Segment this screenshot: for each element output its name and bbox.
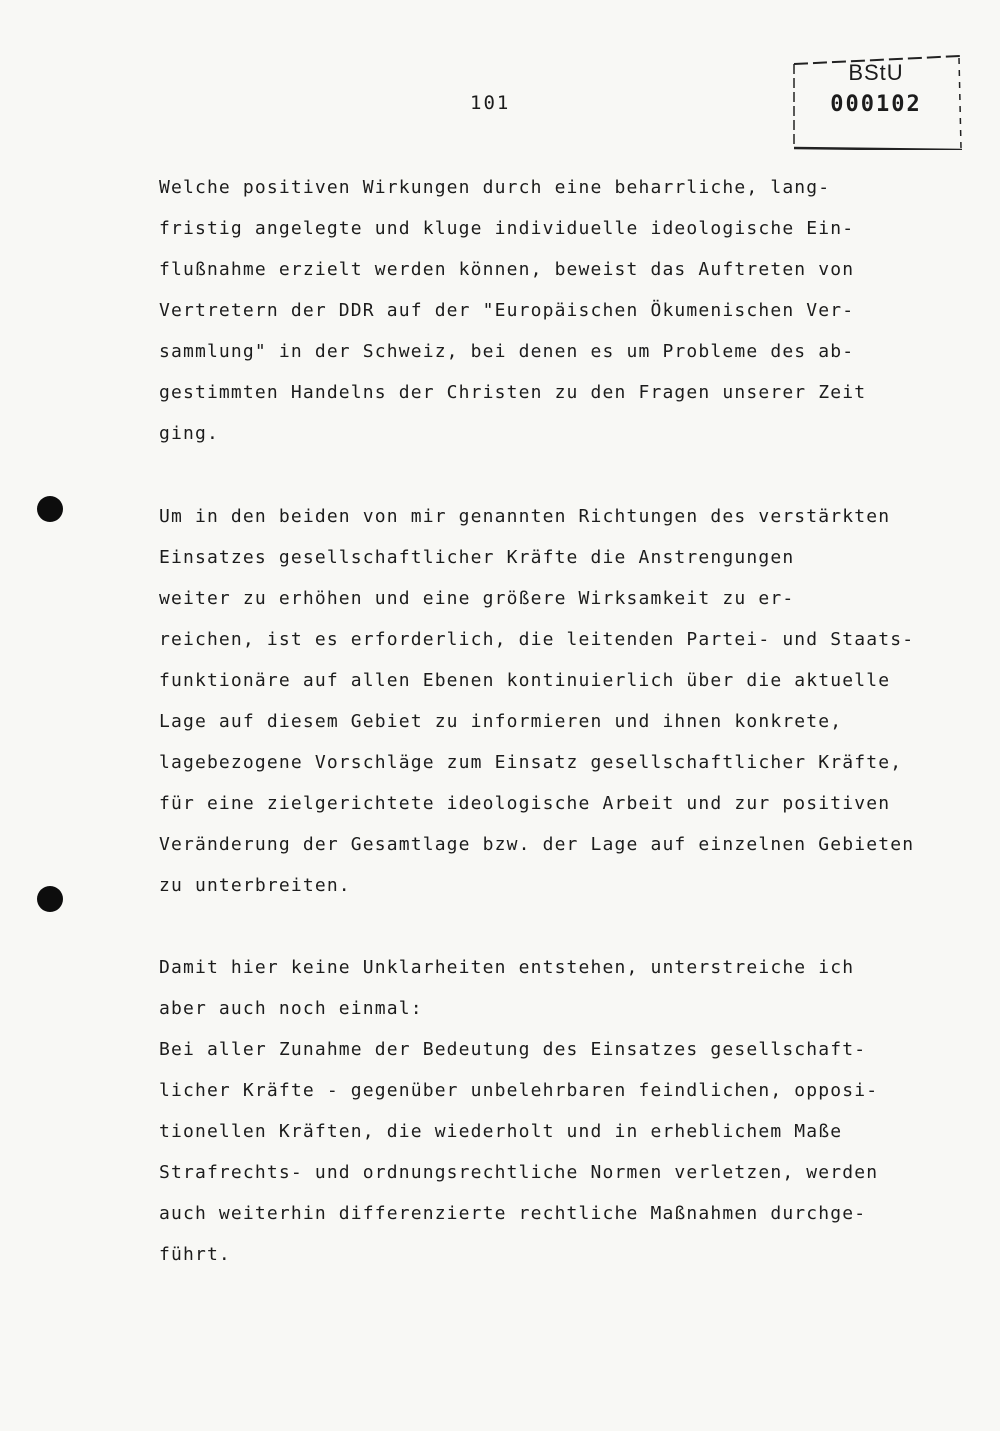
text-line: gestimmten Handelns der Christen zu den Fragen unserer Zeit [159, 382, 867, 403]
text-line: Strafrechts- und ordnungsrechtliche Normen verletzen, werden [159, 1162, 879, 1183]
text-line: zu unterbreiten. [159, 875, 351, 896]
text-line: Bei aller Zunahme der Bedeutung des Einsatzes gesellschaft- [159, 1039, 867, 1060]
text-line: Lage auf diesem Gebiet zu informieren und ihnen konkrete, [159, 711, 843, 732]
paragraph-1 [159, 167, 949, 454]
text-line: fristig angelegte und kluge individuelle ideologische Ein- [159, 218, 855, 239]
text-line: Vertretern der DDR auf der "Europäischen Ökumenischen Ver- [159, 300, 855, 321]
text-line: licher Kräfte - gegenüber unbelehrbaren feindlichen, opposi- [159, 1080, 879, 1101]
text-line: Veränderung der Gesamtlage bzw. der Lage auf einzelnen Gebieten [159, 834, 915, 855]
paragraph-2 [159, 496, 949, 906]
text-line: Einsatzes gesellschaftlicher Kräfte die Anstrengungen [159, 547, 795, 568]
paragraph-3 [159, 947, 949, 1275]
punch-hole-bottom [37, 886, 63, 912]
punch-hole-top [37, 496, 63, 522]
text-line: aber auch noch einmal: [159, 998, 423, 1019]
text-line: tionellen Kräften, die wiederholt und in erheblichem Maße [159, 1121, 843, 1142]
text-line: Damit hier keine Unklarheiten entstehen, unterstreiche ich [159, 957, 855, 978]
text-line: führt. [159, 1244, 231, 1265]
text-line: lagebezogene Vorschläge zum Einsatz gesellschaftlicher Kräfte, [159, 752, 903, 773]
text-line: für eine zielgerichtete ideologische Arbeit und zur positiven [159, 793, 891, 814]
archive-stamp [790, 50, 962, 150]
text-line: Um in den beiden von mir genannten Richtungen des verstärkten [159, 506, 891, 527]
text-line: Welche positiven Wirkungen durch eine beharrliche, lang- [159, 177, 831, 198]
text-line: weiter zu erhöhen und eine größere Wirksamkeit zu er- [159, 588, 795, 609]
text-line: auch weiterhin differenzierte rechtliche Maßnahmen durchge- [159, 1203, 867, 1224]
text-line: ging. [159, 423, 219, 444]
stamp-number: 000102 [830, 92, 922, 117]
text-line: funktionäre auf allen Ebenen kontinuierlich über die aktuelle [159, 670, 891, 691]
stamp-title: BStU [848, 60, 904, 85]
text-line: reichen, ist es erforderlich, die leitenden Partei- und Staats- [159, 629, 915, 650]
text-line: sammlung" in der Schweiz, bei denen es um Probleme des ab- [159, 341, 855, 362]
text-line: flußnahme erzielt werden können, beweist das Auftreten von [159, 259, 855, 280]
page-number: 101 [470, 92, 511, 114]
